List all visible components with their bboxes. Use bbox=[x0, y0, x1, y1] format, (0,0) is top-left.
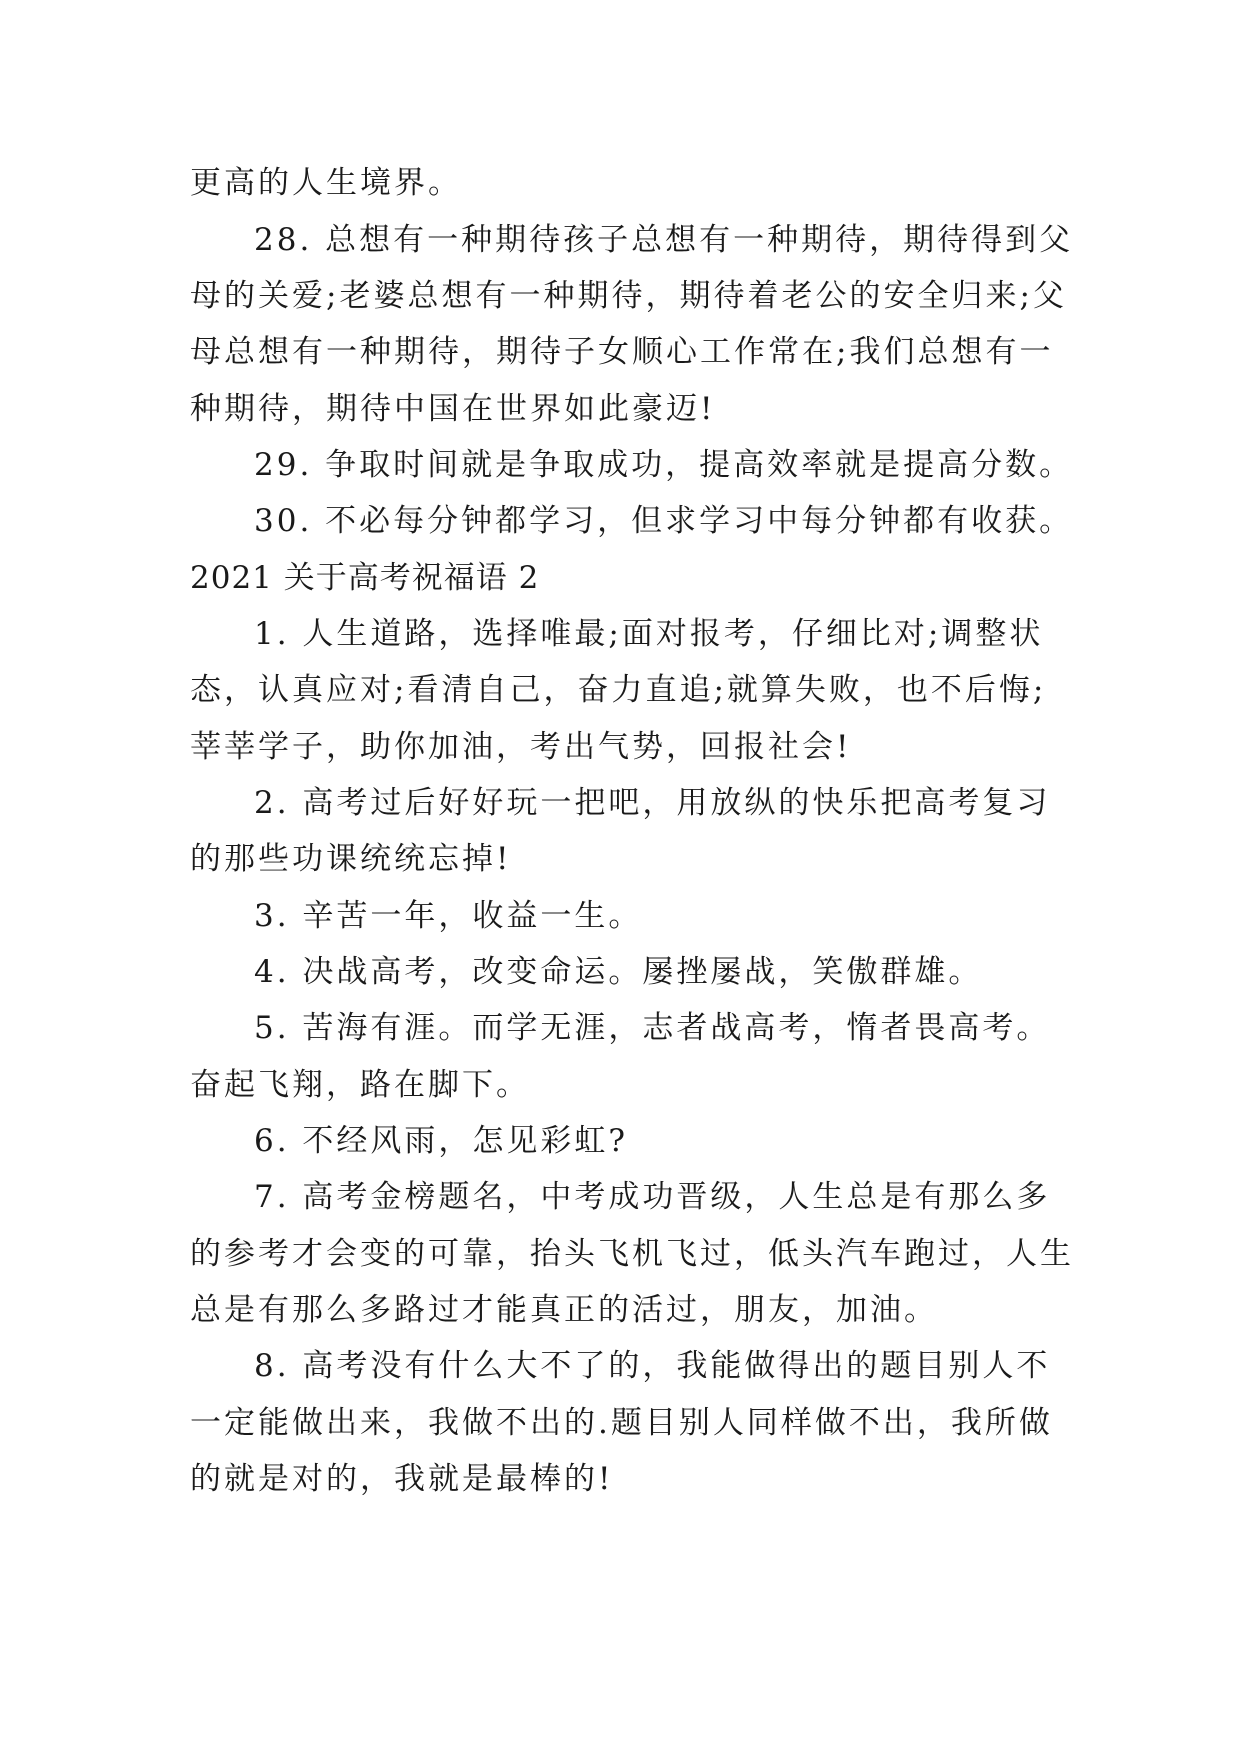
list-item-1-line-1: 1. 人生道路，选择唯最;面对报考，仔细比对;调整状 bbox=[254, 616, 1044, 652]
text-line: 总是有那么多路过才能真正的活过，朋友，加油。 bbox=[190, 1292, 938, 1328]
text-line: 母的关爱;老婆总想有一种期待，期待着老公的安全归来;父 bbox=[190, 278, 1067, 314]
list-item-29: 29. 争取时间就是争取成功，提高效率就是提高分数。 bbox=[254, 447, 1074, 483]
text-line: 的那些功课统统忘掉! bbox=[190, 841, 512, 877]
list-item-5-line-1: 5. 苦海有涯。而学无涯，志者战高考，惰者畏高考。 bbox=[254, 1010, 1051, 1046]
text-line: 态，认真应对;看清自己，奋力直追;就算失败，也不后悔; bbox=[190, 672, 1047, 708]
list-item-2-line-1: 2. 高考过后好好玩一把吧，用放纵的快乐把高考复习 bbox=[254, 785, 1051, 821]
list-item-4: 4. 决战高考，改变命运。屡挫屡战，笑傲群雄。 bbox=[254, 954, 983, 990]
text-line: 种期待，期待中国在世界如此豪迈! bbox=[190, 391, 716, 427]
text-line: 的参考才会变的可靠，抬头飞机飞过，低头汽车跑过，人生 bbox=[190, 1236, 1074, 1272]
list-item-6: 6. 不经风雨，怎见彩虹? bbox=[254, 1123, 629, 1159]
list-item-8-line-1: 8. 高考没有什么大不了的，我能做得出的题目别人不 bbox=[254, 1348, 1051, 1384]
list-item-3: 3. 辛苦一年，收益一生。 bbox=[254, 898, 643, 934]
text-line: 奋起飞翔，路在脚下。 bbox=[190, 1067, 530, 1103]
text-line: 的就是对的，我就是最棒的! bbox=[190, 1461, 614, 1497]
text-line: 更高的人生境界。 bbox=[190, 165, 462, 201]
list-item-28-line-1: 28. 总想有一种期待孩子总想有一种期待，期待得到父 bbox=[254, 222, 1074, 258]
list-item-7-line-1: 7. 高考金榜题名，中考成功晋级，人生总是有那么多 bbox=[254, 1179, 1051, 1215]
section-heading: 2021 关于高考祝福语 2 bbox=[190, 560, 540, 596]
text-line: 母总想有一种期待，期待子女顺心工作常在;我们总想有一 bbox=[190, 334, 1054, 370]
text-line: 莘莘学子，助你加油，考出气势，回报社会! bbox=[190, 729, 852, 765]
text-line: 一定能做出来，我做不出的.题目别人同样做不出，我所做 bbox=[190, 1405, 1053, 1441]
list-item-30: 30. 不必每分钟都学习，但求学习中每分钟都有收获。 bbox=[254, 503, 1074, 539]
